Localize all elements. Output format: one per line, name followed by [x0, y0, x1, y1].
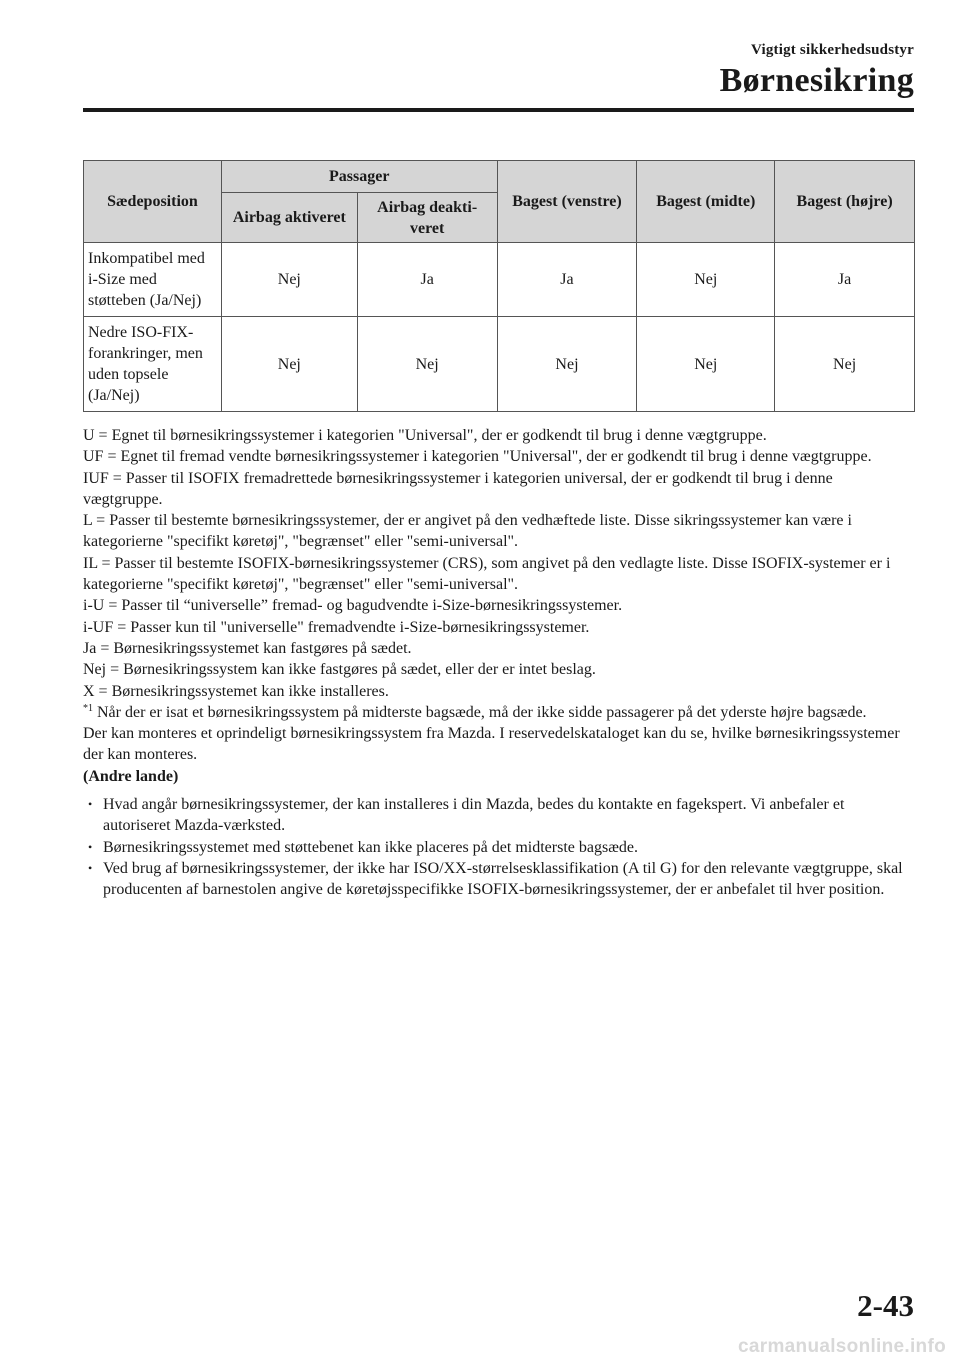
- header-rear-middle: Bagest (midte): [637, 161, 775, 243]
- table-cell: Nej: [637, 243, 775, 317]
- header-airbag-activated: Airbag aktiveret: [221, 193, 357, 243]
- bullet-icon: •: [88, 839, 93, 854]
- bullet-list: [83, 794, 915, 900]
- page-title: Børnesikring: [719, 62, 914, 99]
- row-label: Inkompatibel med i-Size med støtteben (Ja/Nej): [84, 243, 222, 317]
- note-iuf2: i-UF = Passer kun til "universelle" fremadvendte i-Size-børnesikringssystemer.: [83, 618, 590, 636]
- bullet-text: Ved brug af børnesikringssystemer, der ikke har ISO/XX-størrelsesklassifikation (A til G) for den relevante vægtgruppe, skal producenten af barnestolen angive de køretøjsspecifikke ISOFIX-børnesikringssystemer, der er anbefalet til hver position.: [103, 859, 903, 899]
- note-nej: Nej = Børnesikringssystem kan ikke fastgøres på sædet, eller der er intet beslag.: [83, 661, 596, 679]
- footnote-mark: *1: [83, 702, 93, 714]
- list-item: [83, 837, 915, 858]
- header-rule: [83, 108, 914, 112]
- header-rear-left: Bagest (venstre): [497, 161, 637, 243]
- section-header: Vigtigt sikkerhedsudstyr: [750, 42, 914, 58]
- page-number: 2-43: [857, 1288, 914, 1323]
- note-iuf: IUF = Passer til ISOFIX fremadrettede børnesikringssystemer i kategorien universal, der er godkendt til brug i denne vægtgruppe.: [83, 469, 833, 508]
- table-cell: Nej: [221, 243, 357, 317]
- bullet-icon: •: [88, 860, 93, 875]
- bullet-text: Børnesikringssystemet med støttebenet kan ikke placeres på det midterste bagsæde.: [103, 838, 638, 856]
- header-airbag-deactivated: Airbag deakti-veret: [357, 193, 497, 243]
- list-item: [83, 794, 915, 837]
- note-uf: UF = Egnet til fremad vendte børnesikringssystemer i kategorien "Universal", der er godkendt til brug i denne vægtgruppe.: [83, 448, 872, 466]
- table-cell: Nej: [637, 317, 775, 412]
- row-label: Nedre ISO-FIX-forankringer, men uden topsele (Ja/Nej): [84, 317, 222, 412]
- header-seat-position: Sædeposition: [84, 161, 222, 243]
- table-cell: Nej: [497, 317, 637, 412]
- bullet-text: Hvad angår børnesikringssystemer, der kan installeres i din Mazda, bedes du kontakte en fagekspert. Vi anbefaler et autoriseret Mazda-værksted.: [103, 796, 845, 835]
- table-cell: Nej: [357, 317, 497, 412]
- table-row: [84, 243, 915, 317]
- table-row: [84, 317, 915, 412]
- footnote: [83, 702, 915, 723]
- header-passenger: Passager: [221, 161, 497, 193]
- note-il: IL = Passer til bestemte ISOFIX-børnesikringssystemer (CRS), som angivet på den vedlagte liste. Disse ISOFIX-systemer er i kategorierne "specifikt køretøj", "begrænset" eller "semi-universal".: [83, 554, 891, 594]
- note-x: X = Børnesikringssystemet kan ikke installeres.: [83, 682, 389, 700]
- table-cell: Nej: [221, 317, 357, 412]
- note-l: L = Passer til bestemte børnesikringssystemer, der er angivet på den vedhæftede liste. Disse sikringssystemer kan være i kategorierne "specifikt køretøj", "begrænset" eller "semi-universal".: [83, 512, 852, 551]
- header-rear-right: Bagest (højre): [775, 161, 915, 243]
- note-ja: Ja = Børnesikringssystemet kan fastgøres på sædet.: [83, 639, 412, 657]
- subheading-other-countries: (Andre lande): [83, 767, 179, 785]
- note-mazda: Der kan monteres et oprindeligt børnesikringssystem fra Mazda. I reservedelskataloget kan du se, hvilke børnesikringssystemer der kan monteres.: [83, 725, 900, 764]
- table-cell: Ja: [775, 243, 915, 317]
- compatibility-table: [83, 160, 915, 412]
- watermark: carmanualsonline.info: [738, 1336, 946, 1357]
- list-item: [83, 858, 915, 901]
- legend-notes: [83, 425, 915, 901]
- table-cell: Ja: [357, 243, 497, 317]
- table-cell: Nej: [775, 317, 915, 412]
- note-iu: i-U = Passer til “universelle” fremad- og bagudvendte i-Size-børnesikringssystemer.: [83, 597, 623, 615]
- bullet-icon: •: [88, 797, 93, 812]
- note-u: U = Egnet til børnesikringssystemer i kategorien "Universal", der er godkendt til brug i denne vægtgruppe.: [83, 427, 767, 444]
- table-cell: Ja: [497, 243, 637, 317]
- footnote-text: Når der er isat et børnesikringssystem på midterste bagsæde, må der ikke sidde passagerer på det yderste højre bagsæde.: [93, 703, 867, 721]
